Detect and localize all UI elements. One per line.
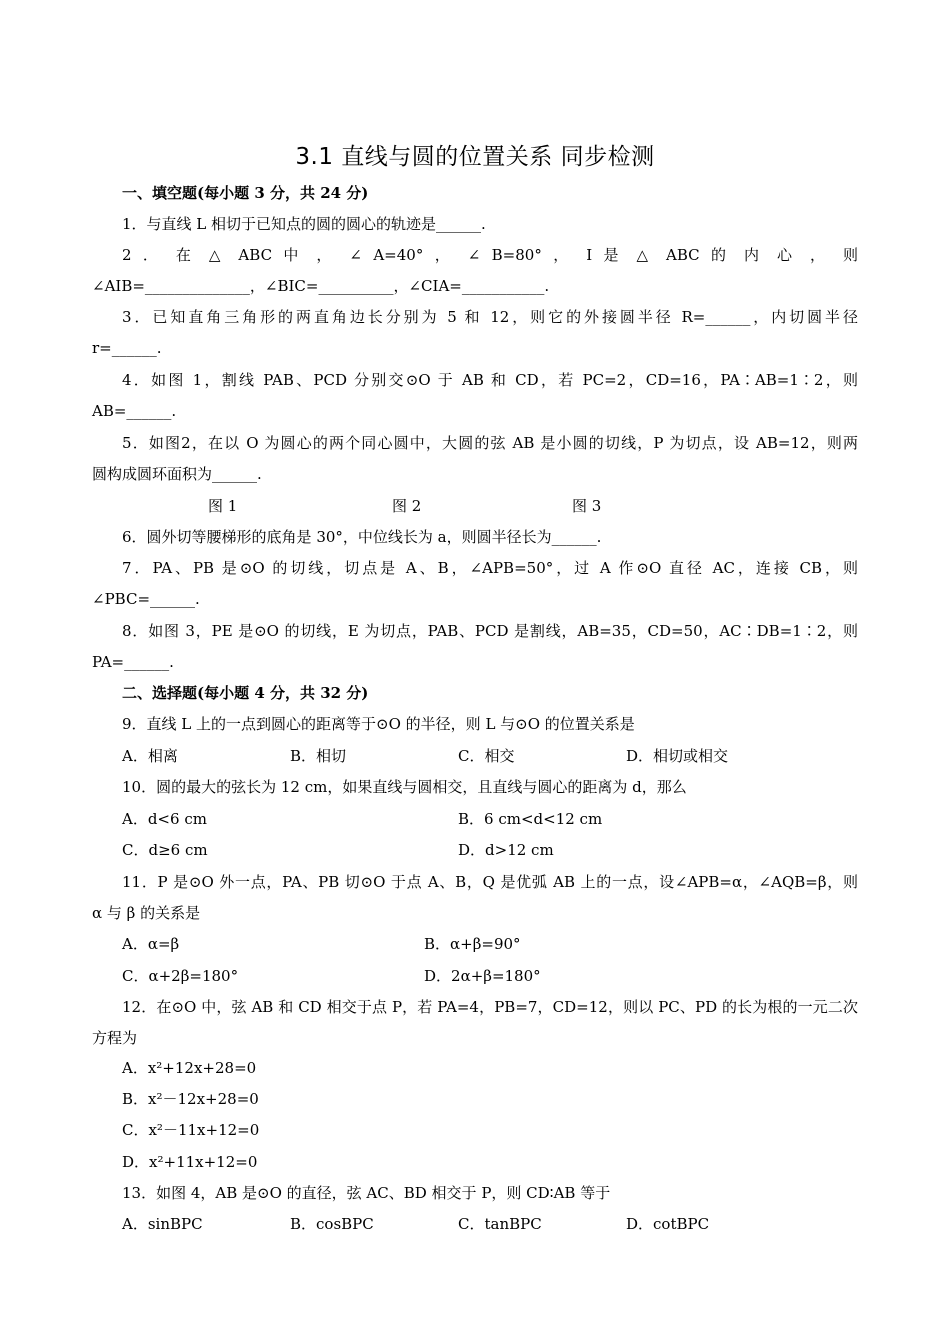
- q12-line2: 方程为: [92, 1029, 138, 1047]
- q9-option-c: C．相交: [458, 747, 515, 765]
- q11-line1: 11．P 是⊙O 外一点，PA、PB 切⊙O 于点 A、B，Q 是优弧 AB 上的一点，设∠APB=α，∠AQB=β，则: [122, 873, 858, 891]
- q12-option-d: D．x²+11x+12=0: [122, 1153, 258, 1171]
- q11-option-b: B．α+β=90°: [424, 935, 521, 953]
- q9-option-a: A．相离: [122, 747, 178, 765]
- q5-line2: 圆构成圆环面积为______.: [92, 465, 262, 483]
- q10-option-b: B．6 cm<d<12 cm: [458, 810, 603, 828]
- q5-line1: 5．如图2，在以 O 为圆心的两个同心圆中，大圆的弦 AB 是小圆的切线，P 为切点，设 AB=12，则两: [122, 434, 858, 452]
- q12-option-b: B．x²－12x+28=0: [122, 1090, 259, 1108]
- figure-label-1: 图 1: [208, 497, 238, 515]
- q13-text: 13．如图 4，AB 是⊙O 的直径，弦 AC、BD 相交于 P，则 CD∶AB 等于: [122, 1184, 611, 1202]
- q7-line2: ∠PBC=______.: [92, 590, 200, 608]
- q7-line1: 7．PA、PB 是⊙O 的切线，切点是 A、B，∠APB=50°，过 A 作⊙O 直径 AC，连接 CB，则: [122, 559, 858, 577]
- q9-text: 9．直线 L 上的一点到圆心的距离等于⊙O 的半径，则 L 与⊙O 的位置关系是: [122, 715, 635, 733]
- q10-option-a: A．d<6 cm: [122, 810, 207, 828]
- q9-option-b: B．相切: [290, 747, 347, 765]
- q1-text: 1．与直线 L 相切于已知点的圆的圆心的轨迹是______.: [122, 215, 486, 233]
- q8-line2: PA=______.: [92, 653, 174, 671]
- q13-option-b: B．cosBPC: [290, 1215, 374, 1233]
- q6-text: 6．圆外切等腰梯形的底角是 30°，中位线长为 a，则圆半径长为______.: [122, 528, 602, 546]
- q10-option-d: D．d>12 cm: [458, 841, 554, 859]
- q13-option-a: A．sinBPC: [122, 1215, 203, 1233]
- figure-label-3: 图 3: [572, 497, 602, 515]
- q2-line2: ∠AIB=______________，∠BIC=__________，∠CIA=___________.: [92, 277, 550, 295]
- q11-line2: α 与 β 的关系是: [92, 904, 201, 922]
- section1-heading: 一、填空题(每小题 3 分，共 24 分): [122, 184, 369, 202]
- q4-line2: AB=______.: [92, 402, 177, 420]
- page-title: 3.1 直线与圆的位置关系 同步检测: [295, 144, 655, 170]
- q11-option-a: A．α=β: [122, 935, 180, 953]
- q12-option-c: C．x²－11x+12=0: [122, 1121, 260, 1139]
- q12-line1: 12．在⊙O 中，弦 AB 和 CD 相交于点 P，若 PA=4，PB=7，CD=12，则以 PC、PD 的长为根的一元二次: [122, 998, 858, 1016]
- q8-line1: 8．如图 3，PE 是⊙O 的切线，E 为切点，PAB、PCD 是割线，AB=35，CD=50，AC∶DB=1∶2，则: [122, 622, 858, 640]
- section2-heading: 二、选择题(每小题 4 分，共 32 分): [122, 684, 369, 702]
- q4-line1: 4．如图 1，割线 PAB、PCD 分别交⊙O 于 AB 和 CD，若 PC=2，CD=16，PA∶AB=1∶2，则: [122, 371, 858, 389]
- q10-text: 10．圆的最大的弦长为 12 cm，如果直线与圆相交，且直线与圆心的距离为 d，那么: [122, 778, 687, 796]
- q3-line2: r=______.: [92, 339, 162, 357]
- q13-option-d: D．cotBPC: [626, 1215, 710, 1233]
- q10-option-c: C．d≥6 cm: [122, 841, 208, 859]
- q12-option-a: A．x²+12x+28=0: [122, 1059, 257, 1077]
- q13-option-c: C．tanBPC: [458, 1215, 542, 1233]
- q9-option-d: D．相切或相交: [626, 747, 729, 765]
- q2-line1: 2 ． 在 △ ABC 中 ， ∠ A=40° ， ∠ B=80° ， I 是 △ ABC 的 内 心 ， 则: [122, 246, 858, 264]
- figure-label-2: 图 2: [392, 497, 422, 515]
- q3-line1: 3．已知直角三角形的两直角边长分别为 5 和 12，则它的外接圆半径 R=______，内切圆半径: [122, 308, 858, 326]
- q11-option-d: D．2α+β=180°: [424, 967, 541, 985]
- q11-option-c: C．α+2β=180°: [122, 967, 239, 985]
